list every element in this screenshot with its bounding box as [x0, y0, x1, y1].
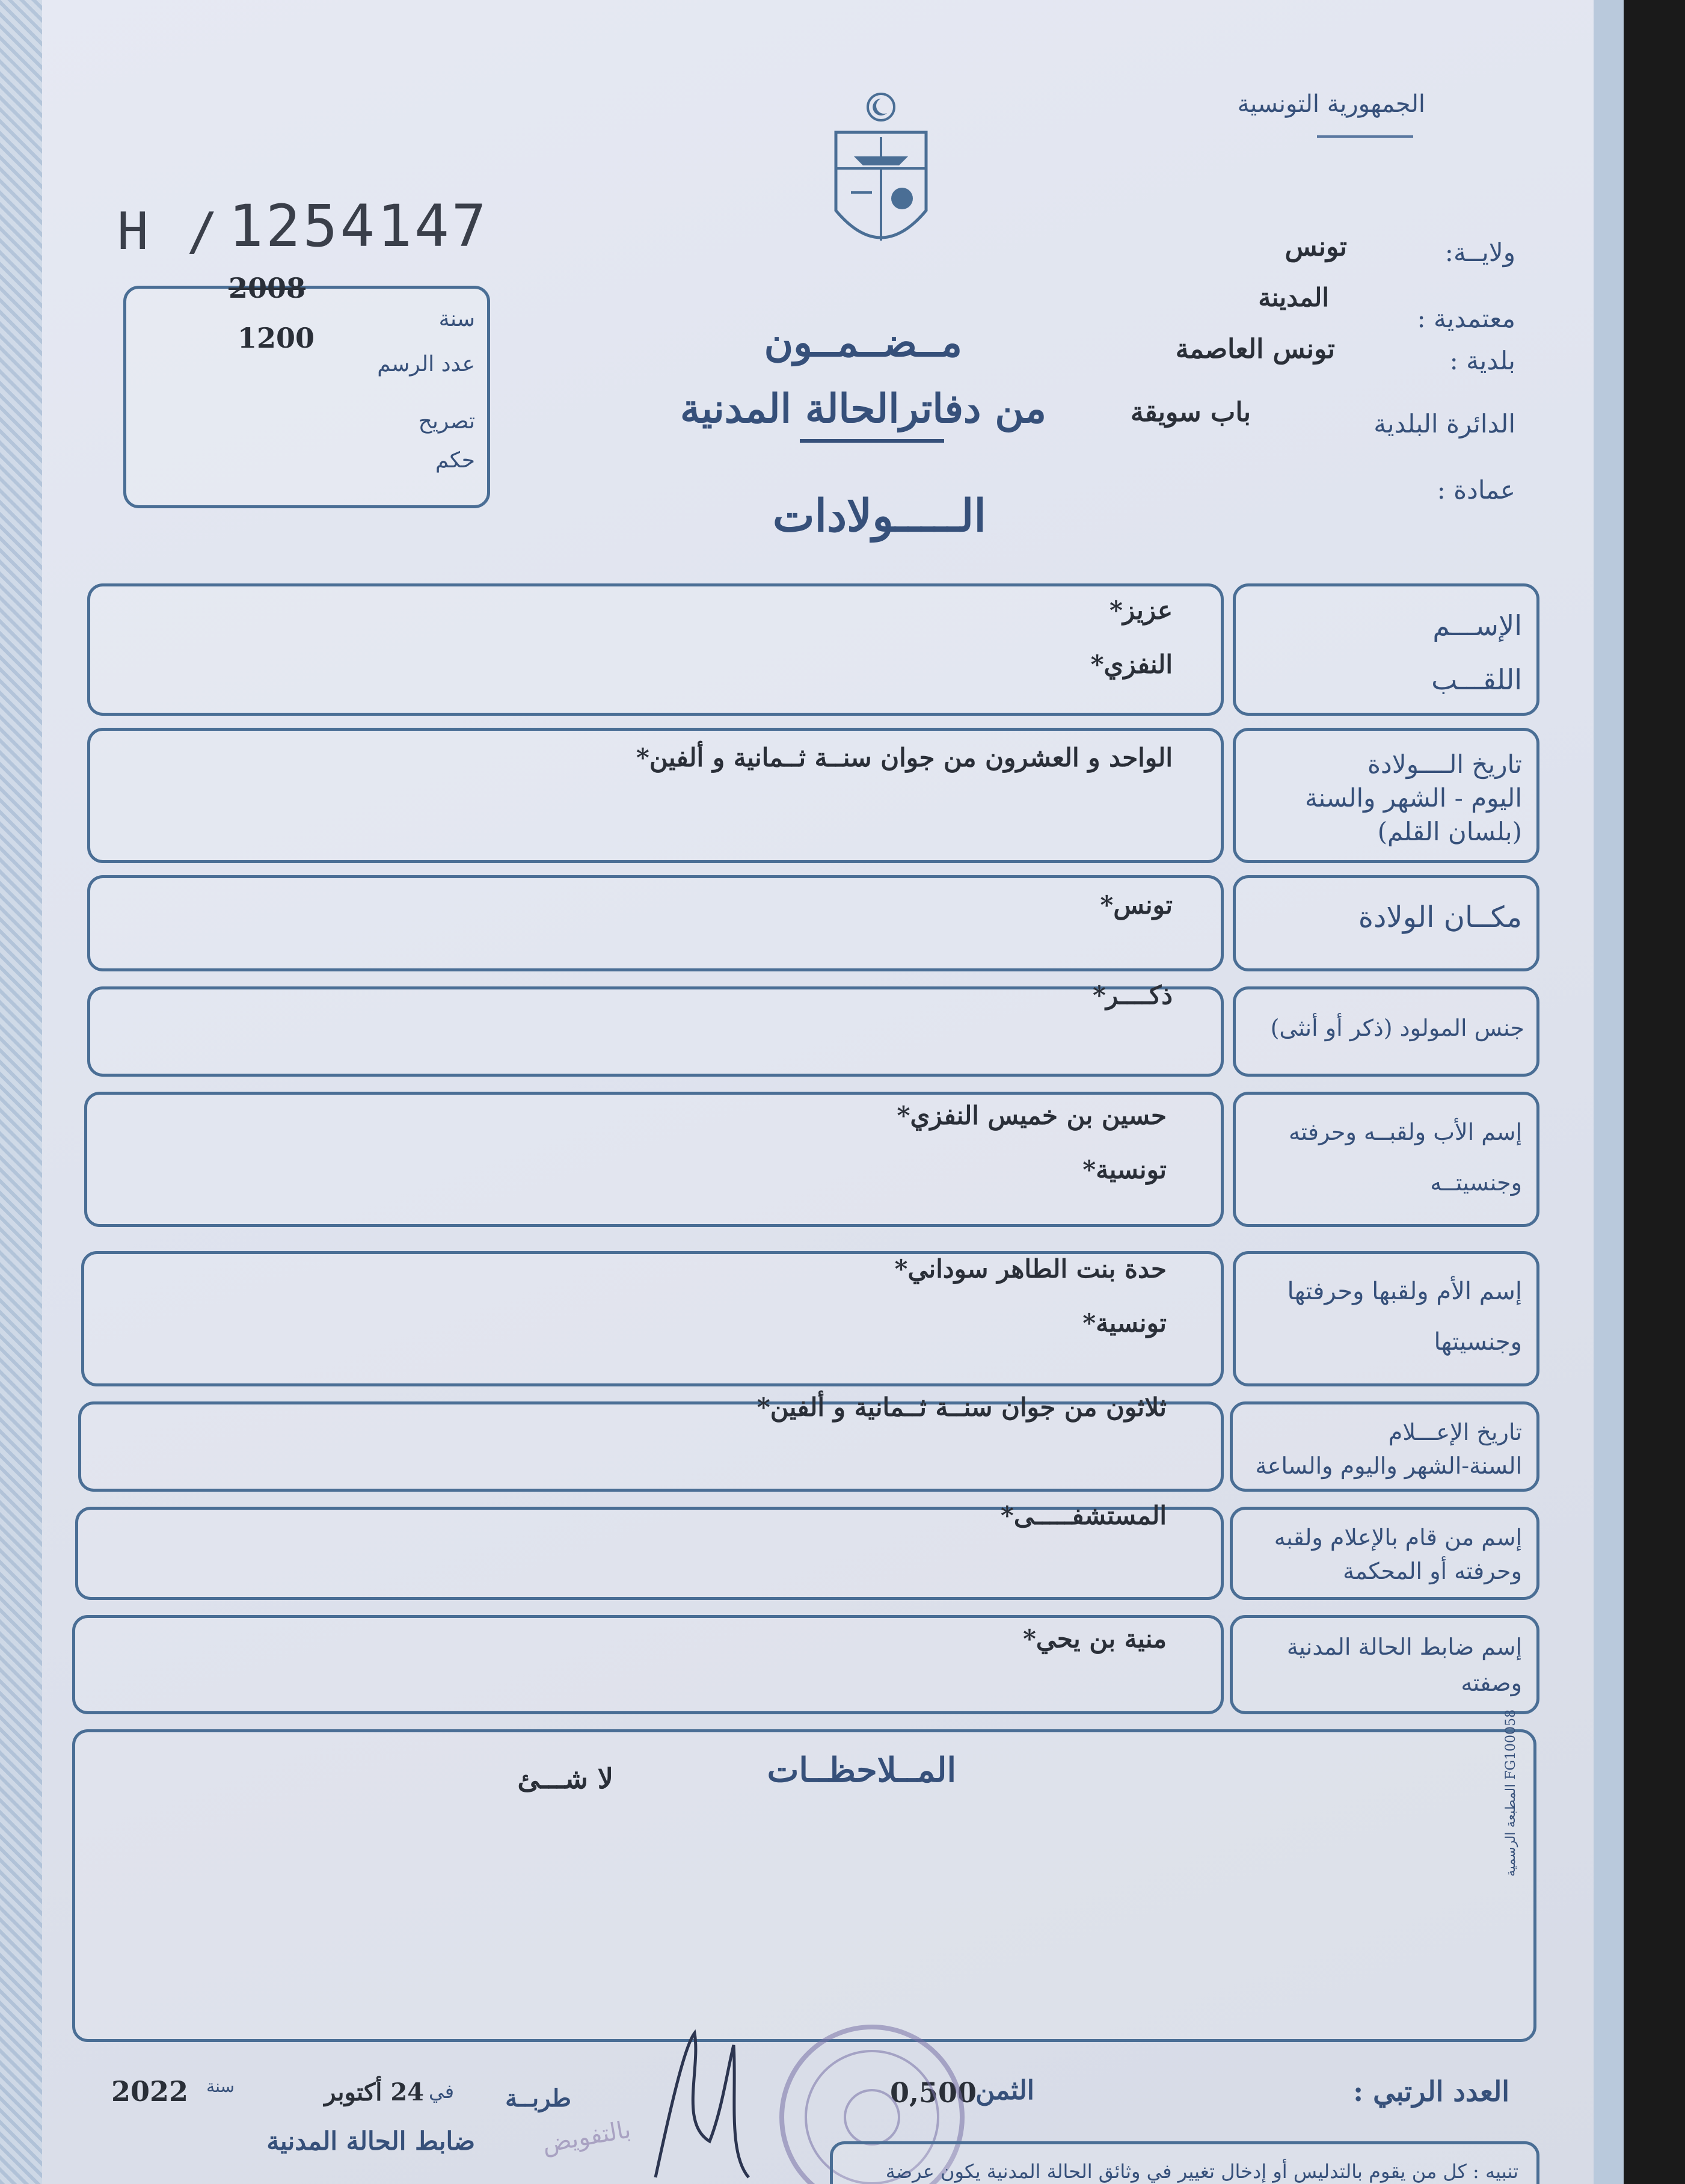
value-sex: ذكــــر*: [1092, 980, 1173, 1010]
delegation-stamp-text: بالتفويض: [540, 2115, 633, 2159]
label-birth-place: مكــان الولادة: [1358, 900, 1522, 934]
label-declarant-court: وحرفته أو المحكمة: [1343, 1558, 1522, 1584]
label-mother: إسم الأم ولقبها وحرفتها: [1287, 1278, 1522, 1305]
value-cell-name: [87, 583, 1224, 716]
register-year: 2008: [229, 272, 306, 304]
value-registrar: منية بن يحي*: [1022, 1624, 1167, 1653]
delegation-value: المدينة: [1258, 283, 1329, 312]
district-value: باب سويقة: [1130, 397, 1251, 428]
label-cell-birth-date: [1233, 728, 1539, 863]
title-from-registers: من دفاترالحالة المدنية: [680, 385, 1046, 432]
footer-warning: تنبيه : كل من يقوم بالتدليس أو إدخال تغيير في وثائق الحالة المدنية يكون عرضة: [885, 2160, 1518, 2183]
sector-label: عمادة :: [1437, 475, 1515, 505]
title-births: الـــــولادات: [772, 490, 986, 542]
footer-serial-label: العدد الرتبي :: [1353, 2075, 1509, 2108]
title-underline: [800, 439, 944, 443]
label-registrar: إسم ضابط الحالة المدنية: [1286, 1634, 1522, 1660]
footer-year-value: 2022: [111, 2075, 189, 2108]
value-cell-declarant: [75, 1501, 1224, 1600]
republic-label: الجمهورية التونسية: [1237, 90, 1425, 118]
value-father-name: حسين بن خميس النفزي*: [897, 1101, 1167, 1130]
register-record-number: 1200: [238, 322, 315, 354]
label-cell-declarant: [1230, 1507, 1539, 1600]
value-mother-name: حدة بنت الطاهر سوداني*: [894, 1254, 1167, 1284]
label-declaration-date: تاريخ الإعـــلام: [1388, 1419, 1522, 1445]
label-birth-date: تاريخ الــــولادة: [1367, 749, 1522, 779]
label-father-nationality: وجنسيتــه: [1430, 1169, 1522, 1196]
register-declaration-label: تصريح: [418, 409, 475, 434]
footer-date-value: 24 أكتوبر: [324, 2078, 424, 2106]
security-border-left: [0, 0, 42, 2184]
register-year-label: سنة: [438, 307, 475, 331]
register-record-label: عدد الرسم: [377, 352, 475, 377]
footer-in-label: في: [429, 2080, 454, 2103]
remarks-value: لا شـــئ: [517, 1762, 613, 1795]
label-declaration-date-format: السنة-الشهر واليوم والساعة: [1255, 1453, 1522, 1479]
label-declarant: إسم من قام بالإعلام ولقبه: [1274, 1524, 1522, 1551]
label-first-name: الإســـم: [1432, 609, 1522, 642]
label-sex: جنس المولود (ذكر أو أنثى): [1270, 1015, 1524, 1041]
delegation-label: معتمدية :: [1417, 304, 1515, 333]
register-judgment-label: حكم: [435, 448, 475, 473]
value-cell-father: [84, 1092, 1224, 1227]
label-cell-name: [1233, 583, 1539, 716]
label-cell-sex: [1233, 986, 1539, 1077]
municipality-label: بلدية :: [1449, 346, 1515, 375]
district-label: الدائرة البلدية: [1373, 409, 1515, 438]
label-cell-father: [1233, 1092, 1539, 1227]
label-cell-mother: [1233, 1251, 1539, 1386]
value-mother-nationality: تونسية*: [1082, 1308, 1167, 1338]
value-cell-mother: [81, 1251, 1224, 1386]
governorate-value: تونس: [1284, 232, 1347, 262]
tunisia-emblem-icon: [824, 90, 938, 265]
label-birth-date-format: اليوم - الشهر والسنة: [1305, 783, 1522, 813]
remarks-box: [72, 1729, 1536, 2042]
title-extract: مــضــمــون: [764, 319, 962, 366]
governorate-label: ولايــة:: [1444, 238, 1515, 267]
remarks-label: المــلاحظــات: [767, 1750, 956, 1790]
label-cell-declaration-date: [1230, 1401, 1539, 1492]
printer-code: المطبعة الرسمية FG100058: [1503, 1709, 1518, 1877]
value-cell-registrar: [72, 1615, 1224, 1714]
label-registrar-title: وصفته: [1461, 1670, 1522, 1696]
value-cell-birth-date: [87, 728, 1224, 863]
warning-band: [830, 2141, 1539, 2184]
republic-underline: [1317, 135, 1413, 138]
footer-year-label: سنة: [206, 2076, 235, 2096]
label-cell-birth-place: [1233, 875, 1539, 971]
value-father-nationality: تونسية*: [1082, 1155, 1167, 1184]
serial-number: 1254147: [229, 192, 489, 260]
serial-prefix: H /: [117, 201, 222, 262]
label-father: إسم الأب ولقبــه وحرفته: [1289, 1119, 1522, 1145]
footer-officer-label: ضابط الحالة المدنية: [266, 2126, 475, 2156]
value-birth-date: الواحد و العشرون من جوان سنــة ثــمانية و ألفين*: [636, 743, 1173, 772]
footer-place-label: طربــة: [505, 2084, 571, 2112]
label-mother-nationality: وجنسيتها: [1434, 1328, 1522, 1356]
value-declaration-date: ثلاثون من جوان سنــة ثــمانية و ألفين*: [757, 1392, 1167, 1422]
value-declarant: المستشفـــــى*: [1000, 1501, 1167, 1530]
municipality-value: تونس العاصمة: [1175, 334, 1335, 365]
value-surname: النفزي*: [1090, 650, 1173, 679]
footer-price-value: 0,500: [890, 2076, 977, 2109]
label-birth-date-words: (بلسان القلم): [1377, 817, 1522, 846]
value-cell-sex: [87, 980, 1224, 1077]
officer-signature: [637, 2021, 758, 2183]
footer-price-label: الثمن :: [956, 2075, 1034, 2106]
value-cell-birth-place: [87, 875, 1224, 971]
label-surname: اللقـــب: [1431, 663, 1522, 696]
value-birth-place: تونس*: [1100, 890, 1173, 920]
value-cell-declaration-date: [78, 1392, 1224, 1492]
value-first-name: عزيز*: [1109, 595, 1173, 625]
register-box: [123, 272, 490, 508]
label-cell-registrar: [1230, 1615, 1539, 1714]
